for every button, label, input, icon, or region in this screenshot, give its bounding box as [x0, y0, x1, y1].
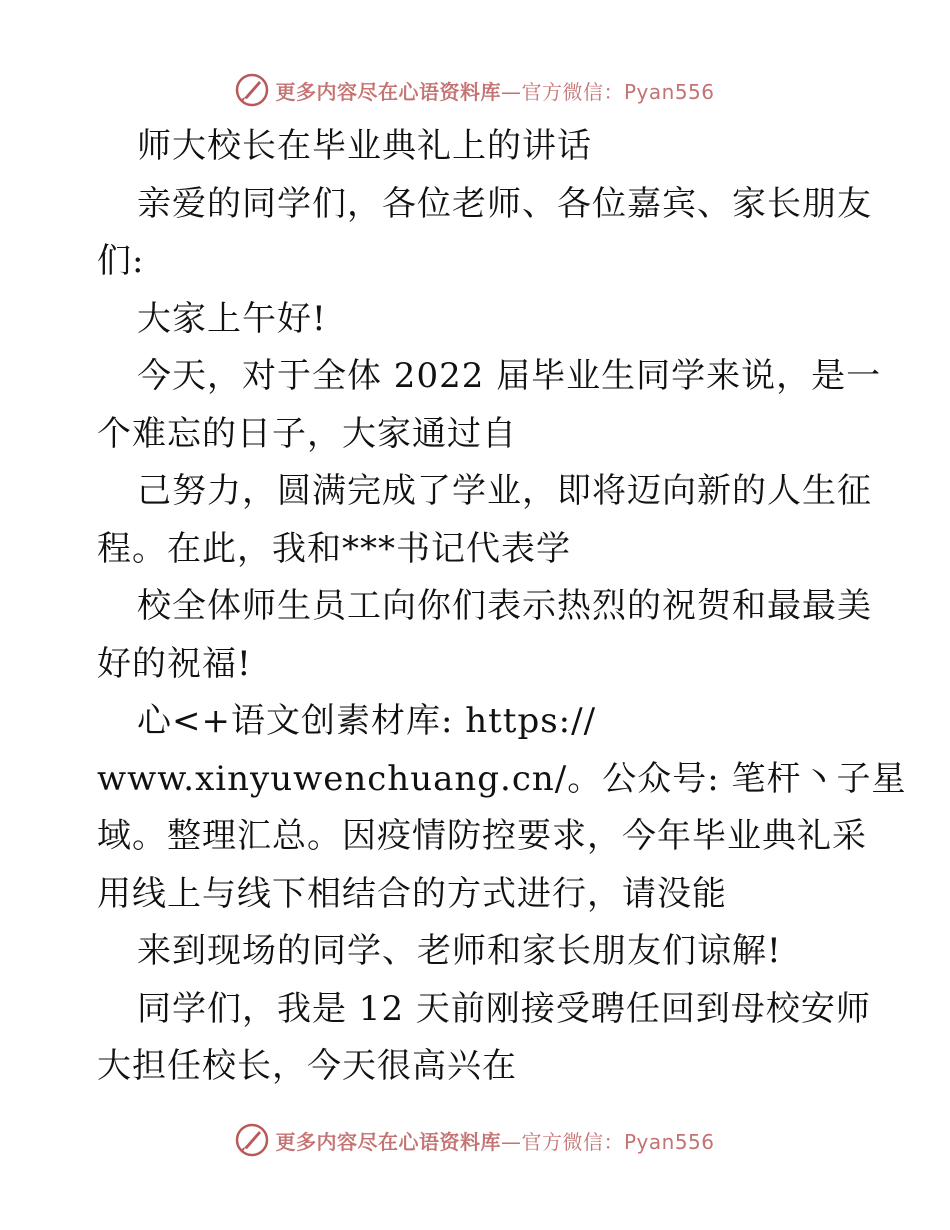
- paragraph-line: 来到现场的同学、老师和家长朋友们谅解!: [137, 931, 782, 971]
- paragraph-line: 心<+语文创素材库: https://: [137, 701, 597, 741]
- banner-wechat-label: 官方微信：: [521, 79, 624, 104]
- paragraph-line: 己努力，圆满完成了学业，即将迈向新的人生征: [137, 471, 872, 511]
- banner-main-text: 更多内容尽在心语资料库: [275, 79, 501, 104]
- paragraph-line: 程。在此，我和***书记代表学: [97, 528, 571, 569]
- banner-separator: —: [500, 1129, 522, 1154]
- paragraph-line: 同学们，我是 12 天前刚接受聘任回到母校安师: [137, 988, 871, 1029]
- banner-wechat-id: Pyan556: [623, 1129, 715, 1154]
- paragraph-line: 今天，对于全体 2022 届毕业生同学来说，是一: [137, 356, 882, 396]
- document-title: 师大校长在毕业典礼上的讲话: [137, 126, 592, 166]
- banner-main-text: 更多内容尽在心语资料库: [275, 1129, 501, 1154]
- footer-banner-text: [275, 1126, 714, 1155]
- paragraph-line: 个难忘的日子，大家通过自: [97, 413, 517, 454]
- header-banner-text: [275, 76, 714, 105]
- banner-separator: —: [500, 79, 522, 104]
- paragraph-line: 亲爱的同学们，各位老师、各位嘉宾、家长朋友: [137, 183, 872, 224]
- document-body: [97, 118, 907, 1096]
- header-banner: [0, 70, 950, 110]
- quill-logo-icon: [235, 73, 269, 107]
- quill-logo-icon: [235, 1123, 269, 1157]
- paragraph-line: www.xinyuwenchuang.cn/。公众号: 笔杆丶子星: [97, 758, 907, 799]
- banner-wechat-id: Pyan556: [623, 79, 715, 104]
- paragraph-line: 校全体师生员工向你们表示热烈的祝贺和最最美: [137, 586, 872, 626]
- paragraph-line: 们:: [97, 241, 145, 281]
- paragraph-line: 好的祝福!: [97, 643, 252, 684]
- paragraph-line: 用线上与线下相结合的方式进行，请没能: [97, 873, 727, 914]
- paragraph-line: 域。整理汇总。因疫情防控要求，今年毕业典礼采: [97, 816, 867, 856]
- paragraph-line: 大担任校长，今天很高兴在: [97, 1046, 517, 1086]
- banner-wechat-label: 官方微信：: [521, 1129, 624, 1154]
- footer-banner: [0, 1120, 950, 1160]
- paragraph-line: 大家上午好!: [137, 298, 327, 339]
